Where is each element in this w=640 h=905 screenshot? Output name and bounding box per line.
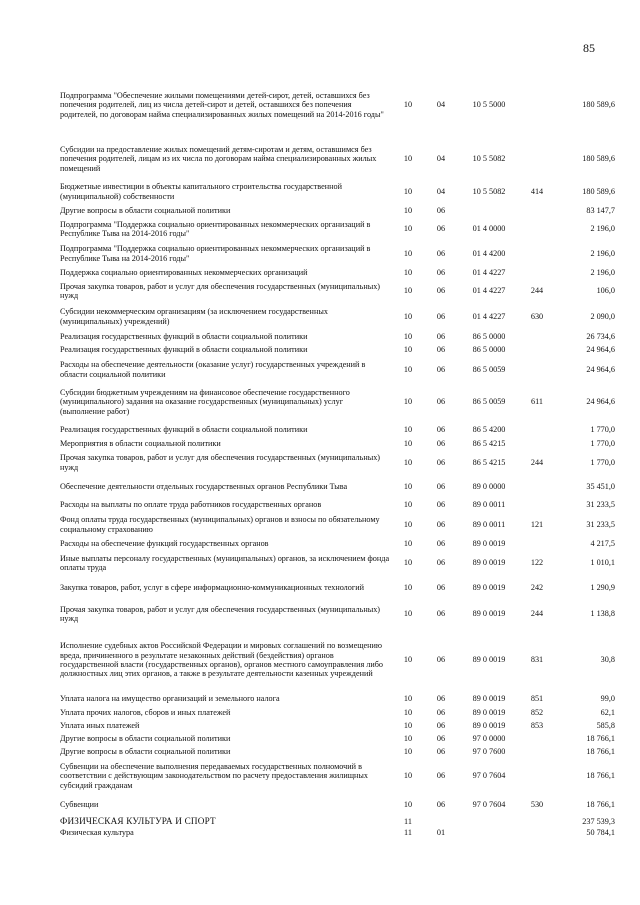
row-target-item-cell: 97 0 7600 — [472, 746, 506, 756]
row-expense-type-cell: 853 — [530, 720, 544, 730]
table-row — [60, 330, 615, 343]
row-subsection-cell: 06 — [436, 248, 446, 258]
row-amount-cell: 18 766,1 — [586, 733, 615, 743]
table-row — [60, 816, 615, 827]
row-name-cell: Поддержка социально ориентированных некоммерческих организаций — [60, 267, 308, 277]
row-target-item-cell: 01 4 4200 — [472, 248, 506, 258]
row-subsection-cell: 06 — [436, 364, 446, 374]
row-expense-type-cell — [522, 139, 552, 179]
row-name-cell: Реализация государственных функций в области социальной политики — [60, 424, 308, 434]
row-target-item-cell: 86 5 0059 — [472, 364, 506, 374]
row-expense-type-cell — [522, 732, 552, 745]
row-amount-cell: 83 147,7 — [586, 205, 615, 215]
row-amount-cell: 585,8 — [596, 720, 615, 730]
row-amount-cell: 24 964,6 — [586, 397, 615, 407]
row-section-cell: 10 — [403, 771, 413, 781]
row-subsection-cell — [426, 816, 456, 827]
row-expense-type-cell — [522, 266, 552, 279]
row-target-item-cell: 86 5 4200 — [472, 424, 506, 434]
row-subsection-cell: 06 — [436, 558, 446, 568]
row-section-cell: 10 — [403, 286, 413, 296]
row-name-cell: Субвенции — [60, 800, 99, 810]
row-section-cell: 10 — [403, 707, 413, 717]
row-expense-type-cell — [522, 827, 552, 838]
table-row — [60, 758, 615, 794]
row-name-cell: Прочая закупка товаров, работ и услуг для обеспечения государственных (муниципальных) нужд — [60, 281, 381, 300]
row-expense-type-cell: 121 — [530, 519, 544, 529]
row-name-cell: Закупка товаров, работ, услуг в сфере информационно-коммуникационных технологий — [60, 582, 364, 592]
table-row — [60, 794, 615, 816]
table-row — [60, 600, 615, 628]
row-name-cell: Исполнение судебных актов Российской Федерации и мировых соглашений по возмещению вреда, причиненного в результате незаконных действий (бездействия) органов государственной власти (государственных органов), органов местного самоуправления либо должностных лиц этих органов, а также в результате деятельности казенных учреждений — [60, 641, 383, 679]
row-expense-type-cell — [522, 816, 552, 827]
row-name-cell: Подпрограмма "Поддержка социально ориентированных некоммерческих организаций в Республике Тыва на 2014-2016 годы" — [60, 244, 371, 263]
row-section-cell: 11 — [404, 827, 412, 837]
row-amount-cell: 1 770,0 — [590, 424, 615, 434]
row-subsection-cell: 06 — [436, 345, 446, 355]
row-section-cell: 10 — [403, 500, 413, 510]
page-number: 85 — [583, 41, 595, 55]
table-row — [60, 343, 615, 357]
row-subsection-cell: 04 — [436, 154, 446, 164]
row-name-cell: Расходы на обеспечение деятельности (оказание услуг) государственных учреждений в области социальной политики — [60, 360, 366, 379]
row-amount-cell: 35 451,0 — [586, 481, 615, 491]
row-section-cell: 11 — [404, 816, 412, 826]
row-expense-type-cell: 852 — [530, 707, 544, 717]
row-section-cell: 10 — [403, 609, 413, 619]
row-amount-cell: 180 589,6 — [582, 186, 615, 196]
row-target-item-cell: 10 5 5082 — [472, 186, 506, 196]
table-row — [60, 266, 615, 279]
row-expense-type-cell — [522, 71, 552, 139]
row-expense-type-cell — [522, 357, 552, 382]
row-amount-cell: 50 784,1 — [586, 827, 615, 837]
row-name-cell: Мероприятия в области социальной политики — [60, 438, 221, 448]
row-subsection-cell: 06 — [436, 424, 446, 434]
row-name-cell: Субсидии некоммерческим организациям (за исключением государственных (муниципальных) учреждений) — [60, 307, 328, 326]
row-subsection-cell: 06 — [436, 438, 446, 448]
row-name-cell: Другие вопросы в области социальной политики — [60, 205, 231, 215]
row-subsection-cell: 04 — [436, 100, 446, 110]
row-amount-cell: 2 196,0 — [590, 267, 615, 277]
row-name-cell: Прочая закупка товаров, работ и услуг для обеспечения государственных (муниципальных) нужд — [60, 604, 381, 623]
row-expense-type-cell — [522, 343, 552, 357]
row-section-cell: 10 — [403, 424, 413, 434]
row-subsection-cell: 06 — [436, 397, 446, 407]
row-expense-type-cell: 244 — [530, 286, 544, 296]
row-expense-type-cell: 831 — [530, 655, 544, 665]
row-expense-type-cell: 244 — [530, 609, 544, 619]
table-row — [60, 241, 615, 266]
row-expense-type-cell: 244 — [530, 457, 544, 467]
row-section-cell: 10 — [403, 519, 413, 529]
row-section-cell: 10 — [403, 397, 413, 407]
table-row — [60, 357, 615, 382]
row-section-cell: 10 — [403, 481, 413, 491]
row-section-cell: 10 — [403, 457, 413, 467]
row-name-cell: Прочая закупка товаров, работ и услуг для обеспечения государственных (муниципальных) нужд — [60, 453, 381, 472]
table-row — [60, 179, 615, 204]
row-name-cell: Реализация государственных функций в области социальной политики — [60, 331, 308, 341]
row-section-cell: 10 — [403, 558, 413, 568]
row-name-cell: Субсидии бюджетным учреждениям на финансовое обеспечение государственного (муниципального) задания на оказание государственных (муниципальных) услуг (выполнение работ) — [60, 388, 350, 416]
table-row — [60, 537, 615, 551]
row-name-cell: Субсидии на предоставление жилых помещений детям-сиротам и детям, оставшимся без попечения родителей, лицам из их числа по договорам найма специализированных жилых помещений — [60, 145, 377, 173]
row-section-cell: 10 — [403, 248, 413, 258]
table-row — [60, 732, 615, 745]
row-subsection-cell: 06 — [436, 205, 446, 215]
row-subsection-cell: 06 — [436, 481, 446, 491]
table-row — [60, 475, 615, 498]
row-section-cell: 10 — [403, 655, 413, 665]
row-expense-type-cell — [522, 537, 552, 551]
row-subsection-cell: 06 — [436, 539, 446, 549]
row-target-item-cell: 01 4 4227 — [472, 267, 506, 277]
row-amount-cell: 62,1 — [600, 707, 615, 717]
row-target-item-cell: 01 4 0000 — [472, 224, 506, 234]
row-subsection-cell: 06 — [436, 519, 446, 529]
row-subsection-cell: 06 — [436, 771, 446, 781]
row-target-item-cell: 89 0 0011 — [472, 500, 506, 510]
row-section-cell: 10 — [403, 100, 413, 110]
row-expense-type-cell — [522, 745, 552, 758]
row-section-cell: 10 — [403, 154, 413, 164]
row-subsection-cell: 06 — [436, 720, 446, 730]
row-subsection-cell: 04 — [436, 186, 446, 196]
table-row — [60, 827, 615, 838]
row-name-cell: ФИЗИЧЕСКАЯ КУЛЬТУРА И СПОРТ — [60, 815, 216, 826]
row-target-item-cell: 89 0 0000 — [472, 481, 506, 491]
row-target-item-cell: 89 0 0019 — [472, 720, 506, 730]
row-subsection-cell: 06 — [436, 800, 446, 810]
row-name-cell: Бюджетные инвестиции в объекты капитального строительства государственной (муниципальной) собственности — [60, 182, 342, 201]
row-amount-cell: 2 196,0 — [590, 224, 615, 234]
row-amount-cell: 180 589,6 — [582, 154, 615, 164]
row-target-item-cell: 89 0 0019 — [472, 655, 506, 665]
row-name-cell: Расходы на выплаты по оплате труда работников государственных органов — [60, 500, 322, 510]
table-row — [60, 71, 615, 139]
row-amount-cell: 18 766,1 — [586, 800, 615, 810]
row-target-item-cell: 89 0 0019 — [472, 558, 506, 568]
table-row — [60, 719, 615, 732]
row-amount-cell: 106,0 — [596, 286, 615, 296]
row-section-cell: 10 — [403, 345, 413, 355]
row-name-cell: Подпрограмма "Поддержка социально ориентированных некоммерческих организаций в Республике Тыва на 2014-2016 годы" — [60, 219, 371, 238]
table-row — [60, 217, 615, 241]
table-row — [60, 745, 615, 758]
row-target-item-cell: 86 5 0000 — [472, 331, 506, 341]
table-row — [60, 551, 615, 575]
row-amount-cell: 180 589,6 — [582, 100, 615, 110]
table-row — [60, 382, 615, 422]
row-target-item-cell: 97 0 7604 — [472, 771, 506, 781]
row-name-cell: Другие вопросы в области социальной политики — [60, 746, 231, 756]
row-target-item-cell — [456, 827, 522, 838]
row-section-cell: 10 — [403, 311, 413, 321]
row-target-item-cell: 86 5 0000 — [472, 345, 506, 355]
row-subsection-cell: 06 — [436, 331, 446, 341]
row-target-item-cell: 86 5 4215 — [472, 457, 506, 467]
row-target-item-cell: 86 5 0059 — [472, 397, 506, 407]
row-expense-type-cell — [522, 241, 552, 266]
row-amount-cell: 1 290,9 — [590, 582, 615, 592]
row-target-item-cell: 10 5 5000 — [472, 100, 506, 110]
row-section-cell: 10 — [403, 205, 413, 215]
row-amount-cell: 31 233,5 — [586, 519, 615, 529]
row-name-cell: Физическая культура — [60, 827, 134, 837]
row-subsection-cell: 06 — [436, 707, 446, 717]
row-target-item-cell: 86 5 4215 — [472, 438, 506, 448]
row-section-cell: 10 — [403, 800, 413, 810]
row-name-cell: Уплата прочих налогов, сборов и иных платежей — [60, 707, 231, 717]
row-target-item-cell: 97 0 0000 — [472, 733, 506, 743]
row-amount-cell: 2 196,0 — [590, 248, 615, 258]
table-row — [60, 512, 615, 537]
table-row — [60, 706, 615, 719]
table-row — [60, 204, 615, 217]
row-name-cell: Реализация государственных функций в области социальной политики — [60, 345, 308, 355]
row-expense-type-cell: 630 — [530, 311, 544, 321]
row-target-item-cell: 89 0 0019 — [472, 582, 506, 592]
row-expense-type-cell — [522, 330, 552, 343]
row-amount-cell: 99,0 — [600, 694, 615, 704]
row-expense-type-cell — [522, 204, 552, 217]
row-name-cell: Фонд оплаты труда государственных (муниципальных) органов и взносы по обязательному социальному страхованию — [60, 515, 380, 534]
row-target-item-cell: 10 5 5082 — [472, 154, 506, 164]
row-section-cell: 10 — [403, 331, 413, 341]
row-name-cell: Другие вопросы в области социальной политики — [60, 733, 231, 743]
row-amount-cell: 31 233,5 — [586, 500, 615, 510]
row-amount-cell: 2 090,0 — [590, 311, 615, 321]
row-subsection-cell: 01 — [436, 827, 446, 837]
row-amount-cell: 1 770,0 — [590, 457, 615, 467]
row-section-cell: 10 — [403, 733, 413, 743]
row-amount-cell: 1 010,1 — [590, 558, 615, 568]
row-expense-type-cell: 611 — [531, 397, 543, 407]
table-row — [60, 303, 615, 330]
row-amount-cell: 24 964,6 — [586, 364, 615, 374]
row-expense-type-cell: 851 — [530, 694, 544, 704]
row-amount-cell: 1 770,0 — [590, 438, 615, 448]
row-subsection-cell: 06 — [436, 609, 446, 619]
row-section-cell: 10 — [403, 267, 413, 277]
budget-table — [60, 71, 615, 838]
row-subsection-cell: 06 — [436, 500, 446, 510]
row-name-cell: Уплата иных платежей — [60, 720, 140, 730]
row-target-item-cell: 01 4 4227 — [472, 311, 506, 321]
table-row — [60, 692, 615, 706]
row-subsection-cell: 06 — [436, 746, 446, 756]
row-expense-type-cell — [522, 437, 552, 450]
row-expense-type-cell: 530 — [530, 800, 544, 810]
row-subsection-cell: 06 — [436, 655, 446, 665]
row-expense-type-cell — [522, 217, 552, 241]
table-row — [60, 628, 615, 692]
row-target-item-cell: 01 4 4227 — [472, 286, 506, 296]
row-expense-type-cell — [522, 422, 552, 437]
row-expense-type-cell — [522, 498, 552, 512]
row-section-cell: 10 — [403, 582, 413, 592]
row-section-cell: 10 — [403, 539, 413, 549]
table-row — [60, 437, 615, 450]
row-section-cell: 10 — [403, 694, 413, 704]
row-amount-cell: 18 766,1 — [586, 771, 615, 781]
table-row — [60, 422, 615, 437]
table-row — [60, 575, 615, 600]
table-row — [60, 139, 615, 179]
row-section-cell: 10 — [403, 186, 413, 196]
row-expense-type-cell — [522, 758, 552, 794]
row-amount-cell: 1 138,8 — [590, 609, 615, 619]
row-name-cell: Расходы на обеспечение функций государственных органов — [60, 539, 269, 549]
row-amount-cell: 26 734,6 — [586, 331, 615, 341]
row-target-item-cell — [456, 816, 522, 827]
row-subsection-cell: 06 — [436, 267, 446, 277]
row-name-cell: Субвенции на обеспечение выполнения передаваемых государственных полномочий в соответствии с действующим законодательством по расчету предоставления жилищных субсидий гражданам — [60, 762, 368, 790]
row-name-cell: Уплата налога на имущество организаций и земельного налога — [60, 694, 280, 704]
row-expense-type-cell: 414 — [530, 186, 544, 196]
row-subsection-cell: 06 — [436, 224, 446, 234]
row-target-item-cell: 89 0 0019 — [472, 609, 506, 619]
row-subsection-cell: 06 — [436, 733, 446, 743]
row-section-cell: 10 — [403, 224, 413, 234]
row-amount-cell: 24 964,6 — [586, 345, 615, 355]
row-section-cell: 10 — [403, 720, 413, 730]
row-name-cell: Подпрограмма "Обеспечение жилыми помещениями детей-сирот, детей, оставшихся без попечения родителей, лиц из числа детей-сирот и детей, оставшихся без попечения родителей, по договорам найма специализированных жилых помещений на 2014-2016 годы" — [60, 91, 384, 119]
row-subsection-cell: 06 — [436, 457, 446, 467]
row-expense-type-cell — [522, 475, 552, 498]
table-row — [60, 450, 615, 475]
row-name-cell: Обеспечение деятельности отдельных государственных органов Республики Тыва — [60, 481, 348, 491]
row-subsection-cell: 06 — [436, 582, 446, 592]
row-section-cell: 10 — [403, 438, 413, 448]
row-target-item-cell: 89 0 0019 — [472, 539, 506, 549]
row-target-item-cell: 97 0 7604 — [472, 800, 506, 810]
row-expense-type-cell: 242 — [530, 582, 544, 592]
row-target-item-cell: 89 0 0011 — [472, 519, 506, 529]
table-row — [60, 498, 615, 512]
row-section-cell: 10 — [403, 746, 413, 756]
row-amount-cell: 30,8 — [600, 655, 615, 665]
row-target-item-cell: 89 0 0019 — [472, 694, 506, 704]
budget-table-body — [60, 71, 615, 838]
row-name-cell: Иные выплаты персоналу государственных (муниципальных) органов, за исключением фонда оплаты труда — [60, 553, 390, 572]
row-subsection-cell: 06 — [436, 286, 446, 296]
row-amount-cell: 4 217,5 — [590, 539, 615, 549]
row-subsection-cell: 06 — [436, 311, 446, 321]
row-amount-cell: 237 539,3 — [582, 816, 615, 826]
row-target-item-cell — [456, 204, 522, 217]
table-row — [60, 279, 615, 303]
row-target-item-cell: 89 0 0019 — [472, 707, 506, 717]
row-amount-cell: 18 766,1 — [586, 746, 615, 756]
row-subsection-cell: 06 — [436, 694, 446, 704]
row-section-cell: 10 — [403, 364, 413, 374]
row-expense-type-cell: 122 — [530, 558, 544, 568]
